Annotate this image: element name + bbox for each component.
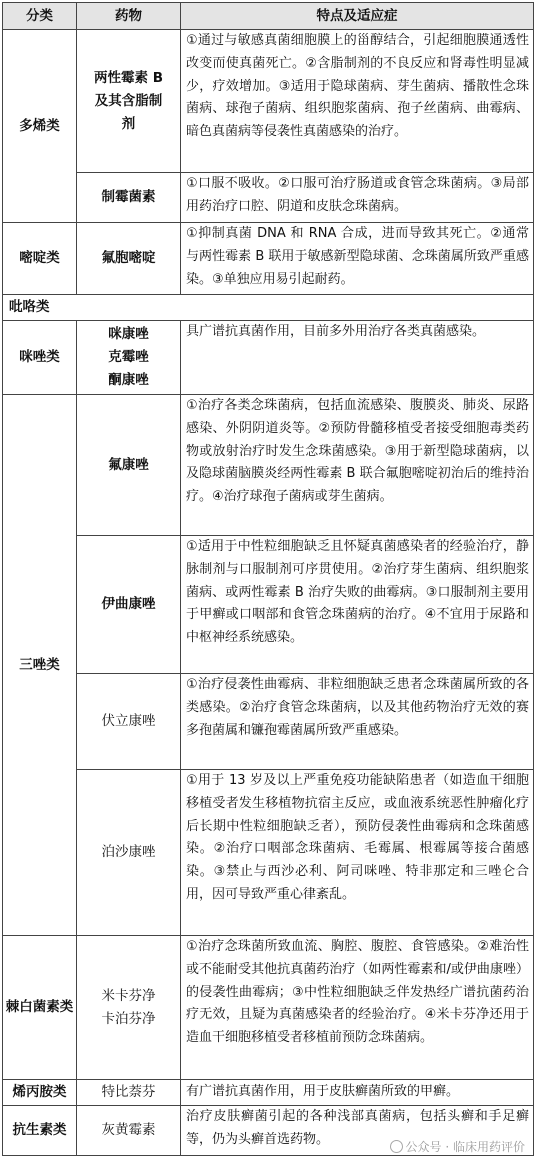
table-row xyxy=(3,30,534,173)
features-cell: 治疗皮肤癣菌引起的各种浅部真菌病，包括头癣和手足癣等，仍为头癣首选药物。 xyxy=(181,1106,534,1156)
watermark xyxy=(390,1138,525,1155)
drug-name: 泊沙康唑 xyxy=(101,844,156,860)
drug-cell xyxy=(77,770,181,936)
category-cell: 嘧啶类 xyxy=(3,223,77,295)
category-cell: 烯丙胺类 xyxy=(3,1080,77,1106)
features-cell: ①治疗念珠菌所致血流、胸腔、腹腔、食管感染。②难治性或不能耐受其他抗真菌药治疗（如两性霉素和/或伊曲康唑）的侵袭性曲霉病；③中性粒细胞缺乏伴发热经广谱抗菌药治疗无效，且疑为真菌感染者的经验治疗。④米卡芬净还用于造血干细胞移植受者移植前预防念珠菌病。 xyxy=(181,936,534,1080)
features-cell: ①口服不吸收。②口服可治疗肠道或食管念珠菌病。③局部用药治疗口腔、阴道和皮肤念珠菌病。 xyxy=(181,173,534,223)
drug-name: 灰黄霉素 xyxy=(101,1122,156,1138)
table-row xyxy=(3,936,534,1080)
drug-name: 酮康唑 xyxy=(108,372,149,388)
table-row xyxy=(3,223,534,295)
table-row xyxy=(3,770,534,936)
features-cell: ①用于 13 岁及以上严重免疫功能缺陷患者（如造血干细胞移植受者发生移植物抗宿主反应，或血液系统恶性肿瘤化疗后长期中性粒细胞缺乏者），预防侵袭性曲霉病和念珠菌感染。②治疗口咽部念珠菌病、毛霉属、根霉属等接合菌感染。③禁止与西沙必利、阿司咪唑、特非那定和三唑仑合用，因可导致严重心律紊乱。 xyxy=(181,770,534,936)
drug-name: 米卡芬净 xyxy=(101,987,156,1004)
features-cell: 具广谱抗真菌作用，目前多外用治疗各类真菌感染。 xyxy=(181,321,534,395)
features-cell: ①治疗各类念珠菌病，包括血流感染、腹膜炎、肺炎、尿路感染、外阴阴道炎等。②预防骨髓移植受者接受细胞毒类药物或放射治疗时发生念珠菌感染。③用于新型隐球菌病，以及隐球菌脑膜炎经两性霉素 B 联合氟胞嘧啶初治后的维持治疗。④治疗球孢子菌病或芽生菌病。 xyxy=(181,395,534,536)
table-row xyxy=(3,295,534,321)
watermark-text: 公众号 · 临床用药评价 xyxy=(405,1140,525,1154)
header-drug: 药物 xyxy=(77,3,181,30)
drug-name: 氟康唑 xyxy=(108,456,149,473)
drug-cell xyxy=(77,1080,181,1106)
drug-cell xyxy=(77,395,181,536)
features-cell: ①抑制真菌 DNA 和 RNA 合成，进而导致其死亡。②通常与两性霉素 B 联用于敏感新型隐球菌、念珠菌属所致严重感染。③单独应用易引起耐药。 xyxy=(181,223,534,295)
features-cell: 有广谱抗真菌作用，用于皮肤癣菌所致的甲癣。 xyxy=(181,1080,534,1106)
table-row xyxy=(3,173,534,223)
drug-name: 两性霉素 B xyxy=(94,69,163,86)
drug-cell xyxy=(77,936,181,1080)
header-features: 特点及适应症 xyxy=(181,3,534,30)
drug-name: 制霉菌素 xyxy=(101,189,156,205)
category-cell: 三唑类 xyxy=(3,395,77,936)
table-header-row xyxy=(3,3,534,30)
table-row xyxy=(3,674,534,770)
features-cell: ①治疗侵袭性曲霉病、非粒细胞缺乏患者念珠菌属所致的各类感染。②治疗食管念珠菌病，以及其他药物治疗无效的赛多孢菌属和镰孢霉菌属所致严重感染。 xyxy=(181,674,534,770)
table-row xyxy=(3,321,534,395)
features-cell: ①适用于中性粒细胞缺乏且怀疑真菌感染者的经验治疗，静脉制剂与口服制剂可序贯使用。②治疗芽生菌病、组织胞浆菌病、或两性霉素 B 治疗失败的曲霉病。③口服制剂主要用于甲癣或口咽部和食管念珠菌病的治疗。④不宜用于尿路和中枢神经系统感染。 xyxy=(181,536,534,674)
header-category: 分类 xyxy=(3,3,77,30)
category-cell: 咪唑类 xyxy=(3,321,77,395)
drug-cell xyxy=(77,321,181,395)
wechat-search-icon xyxy=(390,1140,403,1153)
category-cell: 棘白菌素类 xyxy=(3,936,77,1080)
drug-name: 剂 xyxy=(121,115,136,132)
drug-name: 咪康唑 xyxy=(108,326,149,342)
drug-name: 伏立康唑 xyxy=(101,713,156,729)
category-cell: 多烯类 xyxy=(3,30,77,223)
drug-name: 氟胞嘧啶 xyxy=(101,250,156,266)
drug-name: 伊曲康唑 xyxy=(101,596,156,612)
features-cell: ①通过与敏感真菌细胞膜上的甾醇结合，引起细胞膜通透性改变而使真菌死亡。②含脂制剂的不良反应和肾毒性明显减少，疗效增加。③适用于隐球菌病、芽生菌病、播散性念珠菌病、球孢子菌病、组织胞浆菌病、孢子丝菌病、曲霉病、暗色真菌病等侵袭性真菌感染的治疗。 xyxy=(181,30,534,173)
antifungal-drug-table xyxy=(2,2,534,1156)
drug-cell xyxy=(77,173,181,223)
drug-name: 克霉唑 xyxy=(108,349,149,365)
table-row xyxy=(3,536,534,674)
drug-cell xyxy=(77,223,181,295)
drug-cell xyxy=(77,1106,181,1156)
table-row xyxy=(3,395,534,536)
table-row xyxy=(3,1080,534,1106)
drug-cell xyxy=(77,536,181,674)
category-cell: 吡咯类 xyxy=(3,295,534,321)
drug-name: 及其含脂制 xyxy=(94,92,163,109)
drug-name: 特比萘芬 xyxy=(101,1084,156,1100)
drug-cell xyxy=(77,30,181,173)
drug-name: 卡泊芬净 xyxy=(101,1010,156,1027)
drug-cell xyxy=(77,674,181,770)
category-cell: 抗生素类 xyxy=(3,1106,77,1156)
